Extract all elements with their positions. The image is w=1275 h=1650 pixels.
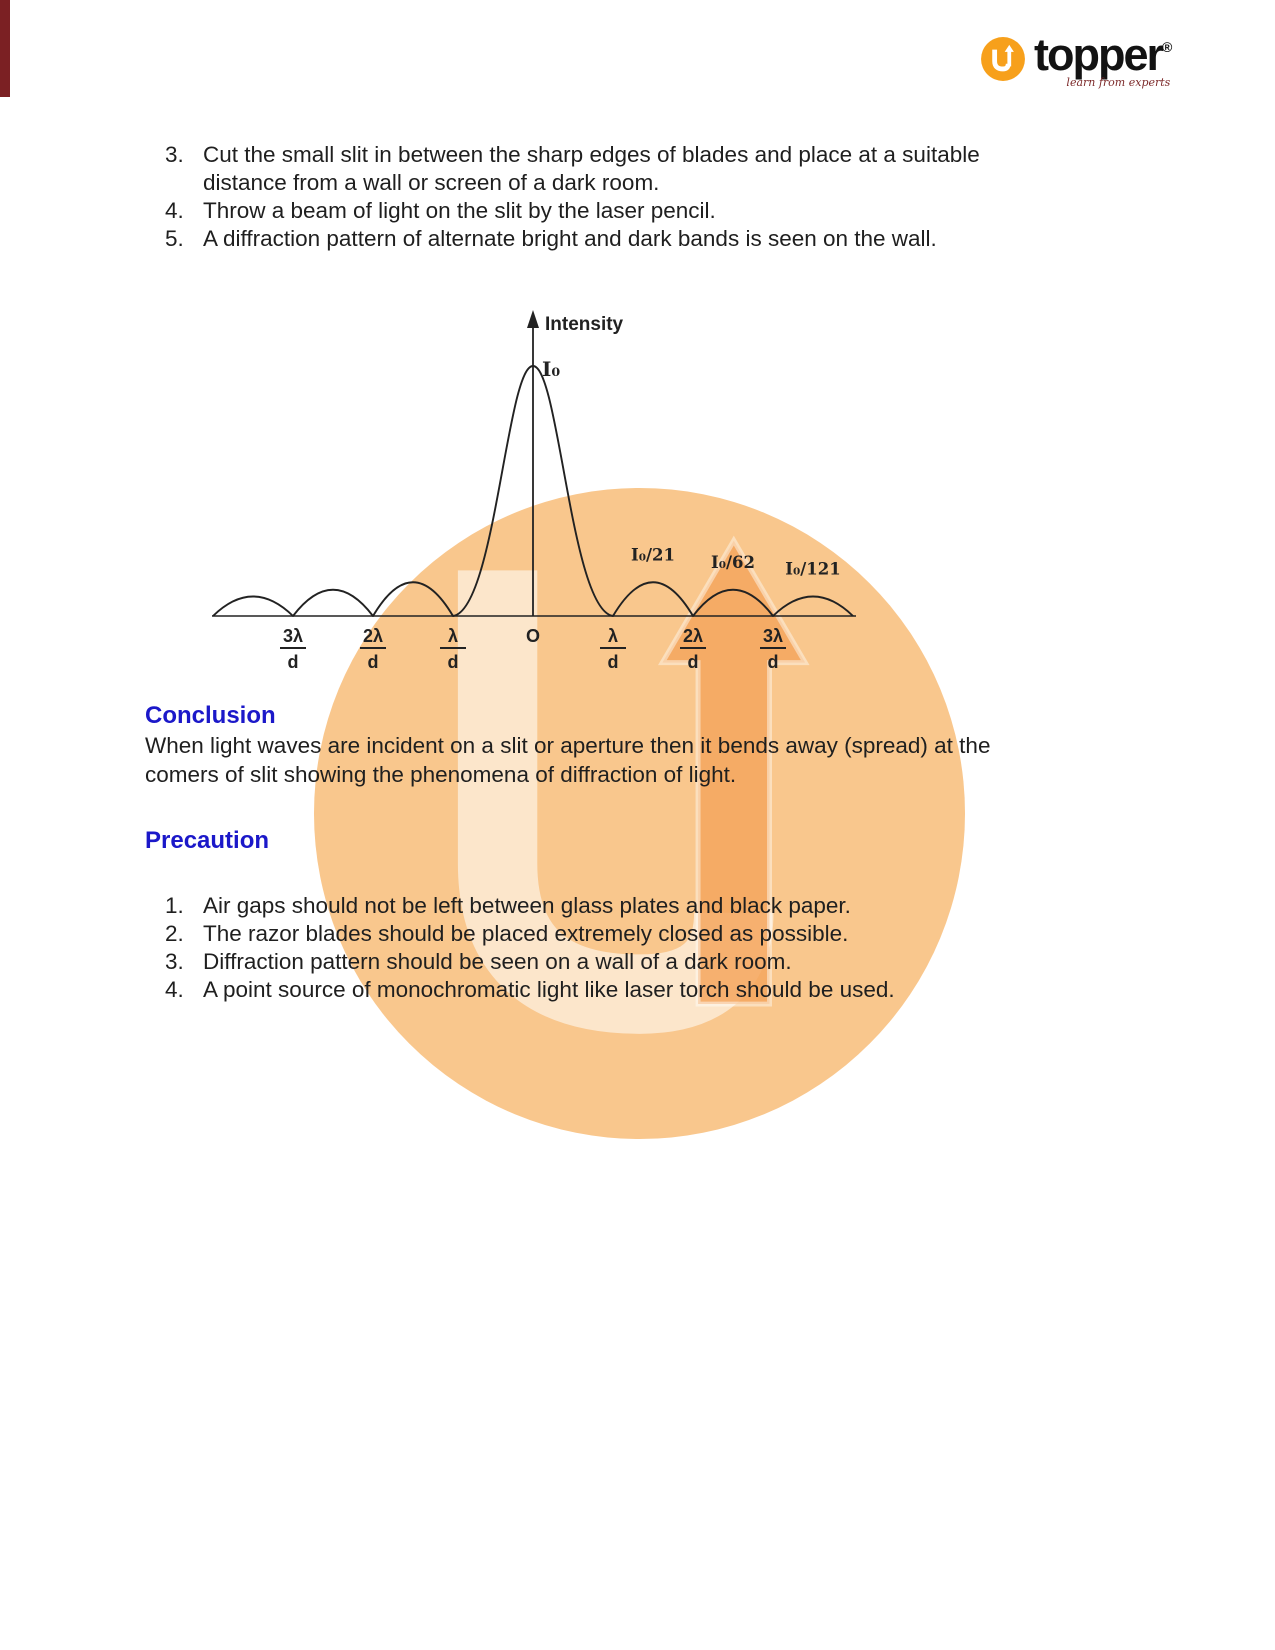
list-item	[165, 920, 1045, 948]
conclusion-heading: Conclusion	[145, 702, 276, 729]
registered-trademark: ®	[1162, 39, 1173, 55]
tick-fraction-denominator: d	[767, 652, 779, 672]
list-item	[165, 197, 1027, 225]
list-item-number: 3.	[165, 142, 184, 167]
tick-fraction-numerator: 2λ	[682, 626, 704, 646]
central-peak-label: I₀	[542, 357, 561, 381]
tick-fraction-denominator: d	[687, 652, 699, 672]
origin-label: O	[525, 626, 541, 646]
list-item-text: Cut the small slit in between the sharp edges of blades and place at a suitable distance from a wall or screen of a dark room.	[203, 142, 980, 195]
secondary-peak-label: I₀/21	[631, 545, 675, 565]
list-item	[165, 892, 1045, 920]
tick-fraction-numerator: 3λ	[762, 626, 784, 646]
list-item-number: 4.	[165, 198, 184, 223]
page-corner-accent	[0, 0, 10, 97]
list-item-number: 1.	[165, 893, 184, 918]
conclusion-text: When light waves are incident on a slit or aperture then it bends away (spread) at the comers of slit showing the phenomena of diffraction of light.	[145, 733, 991, 787]
list-item-text: Throw a beam of light on the slit by the laser pencil.	[203, 198, 716, 223]
topper-logo	[980, 29, 1173, 89]
tick-fraction-numerator: 3λ	[282, 626, 304, 646]
list-item	[165, 948, 1045, 976]
precaution-list	[165, 892, 1045, 1004]
diffraction-diagram-svg	[198, 296, 868, 676]
tick-fraction-numerator: 2λ	[362, 626, 384, 646]
list-item	[165, 976, 1045, 1004]
brand-name-row	[1034, 29, 1173, 80]
list-item-number: 5.	[165, 226, 184, 251]
topper-logo-icon	[980, 36, 1026, 82]
secondary-peak-label: I₀/62	[711, 552, 755, 572]
list-item	[165, 225, 1027, 253]
procedure-steps-list	[165, 141, 1027, 253]
list-item-text: The razor blades should be placed extremely closed as possible.	[203, 921, 849, 946]
list-item-number: 3.	[165, 949, 184, 974]
tick-fraction-numerator: λ	[447, 626, 459, 646]
list-item-text: Diffraction pattern should be seen on a wall of a dark room.	[203, 949, 792, 974]
list-item	[165, 141, 1027, 197]
y-axis-arrowhead	[527, 310, 539, 328]
tick-fraction-numerator: λ	[607, 626, 619, 646]
secondary-peak-label: I₀/121	[785, 559, 841, 579]
tick-fraction-denominator: d	[447, 652, 459, 672]
list-item-text: A diffraction pattern of alternate bright and dark bands is seen on the wall.	[203, 226, 937, 251]
list-item-number: 4.	[165, 977, 184, 1002]
tick-fraction-denominator: d	[607, 652, 619, 672]
tick-fraction-denominator: d	[287, 652, 299, 672]
precaution-heading: Precaution	[145, 827, 270, 854]
tick-fraction-denominator: d	[367, 652, 379, 672]
list-item-text: A point source of monochromatic light like laser torch should be used.	[203, 977, 895, 1002]
list-item-text: Air gaps should not be left between glass plates and black paper.	[203, 893, 851, 918]
brand-tagline: learn from experts	[1066, 76, 1171, 89]
intensity-axis-label: Intensity	[545, 314, 624, 335]
diffraction-diagram	[198, 296, 868, 676]
brand-name: topper	[1034, 29, 1162, 80]
list-item-number: 2.	[165, 921, 184, 946]
